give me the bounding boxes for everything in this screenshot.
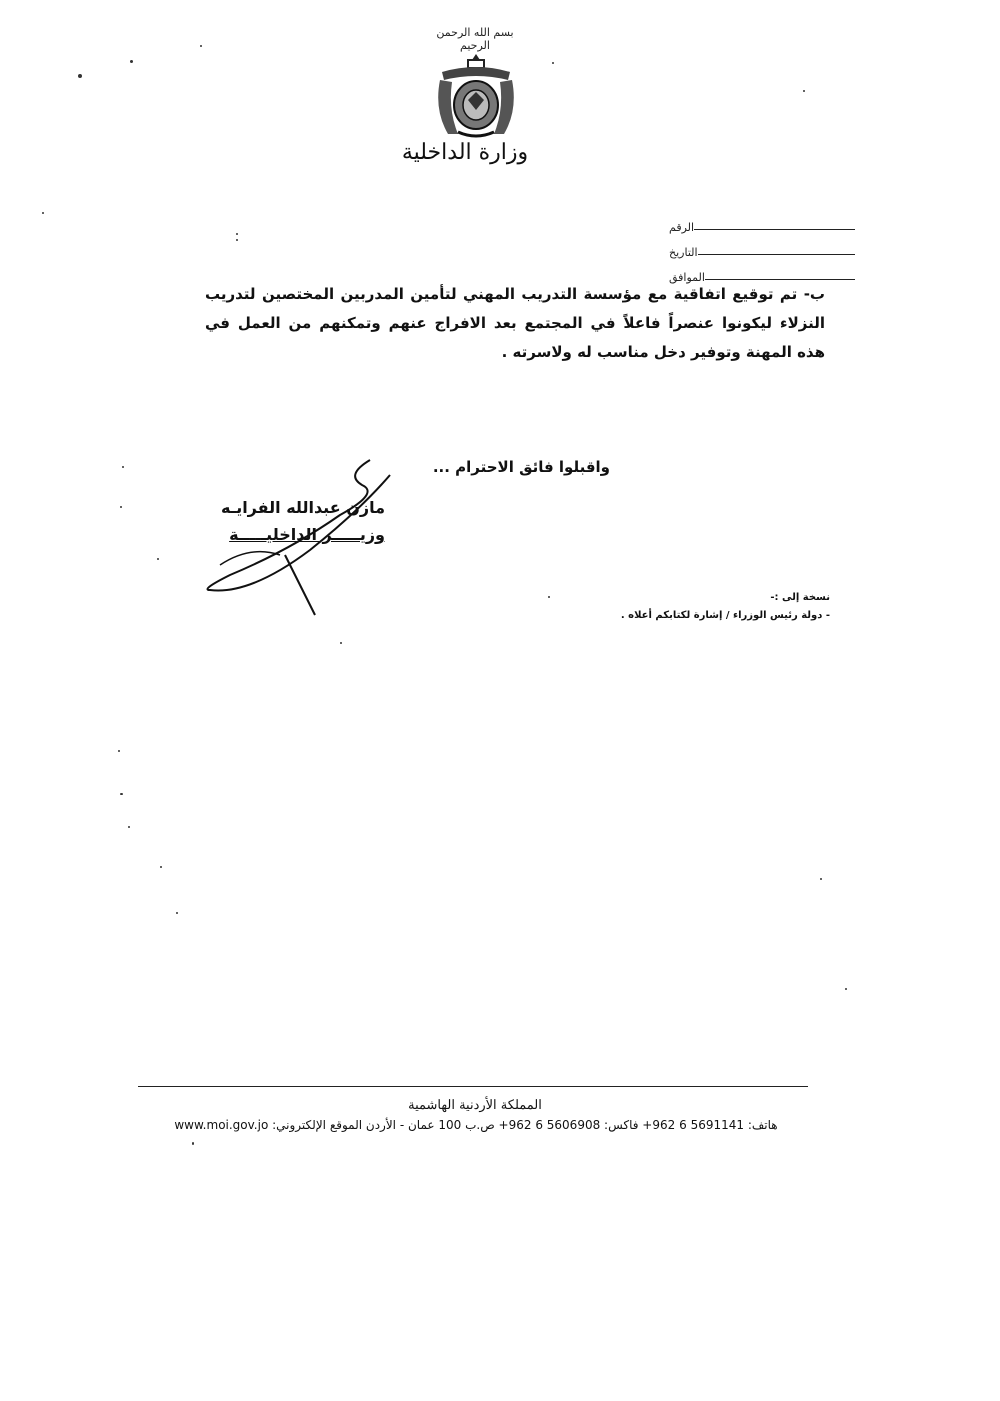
signatory-name: مازن عبدالله الفرايـه xyxy=(221,498,385,517)
reference-date-label: التاريخ xyxy=(669,246,698,259)
footer-contact-line: هاتف: 5691141 6 962+ فاكس: 5606908 6 962+ ص.ب 100 عمان - الأردن الموقع الإلكتروني: www.moi.gov.jo xyxy=(174,1118,778,1132)
coat-of-arms-emblem xyxy=(428,50,524,142)
ministry-logo-text: وزارة الداخلية xyxy=(401,140,529,165)
reference-corresponding-label: الموافق xyxy=(669,271,705,284)
reference-date-field xyxy=(665,241,855,259)
reference-number-field xyxy=(665,216,855,234)
copies-heading: نسخة إلى :- xyxy=(770,592,830,603)
signatory-title: وزيـــــر الداخليـــــة xyxy=(229,525,385,544)
reference-date-line xyxy=(698,254,855,255)
closing-salutation: واقبلوا فائق الاحترام ... xyxy=(432,458,610,476)
letter-body-paragraph: ب- تم توقيع اتفاقية مع مؤسسة التدريب المهني لتأمين المدربين المختصين لتدريب النزلاء ليكونوا عنصراً فاعلاً في المجتمع بعد الافراج عنهم وتمكنهم من العمل في هذه المهنة وتوفير دخل مناسب له ولاسرته . xyxy=(205,285,825,361)
footer-kingdom-name: المملكة الأردنية الهاشمية xyxy=(408,1098,542,1113)
reference-number-line xyxy=(694,229,855,230)
copies-recipient: - دولة رئيس الوزراء / إشارة لكتابكم أعلاه . xyxy=(620,610,830,621)
basmala-caption: بسم الله الرحمن الرحيم xyxy=(436,26,514,52)
footer-divider xyxy=(138,1086,808,1087)
reference-number-label: الرقم xyxy=(669,221,695,234)
